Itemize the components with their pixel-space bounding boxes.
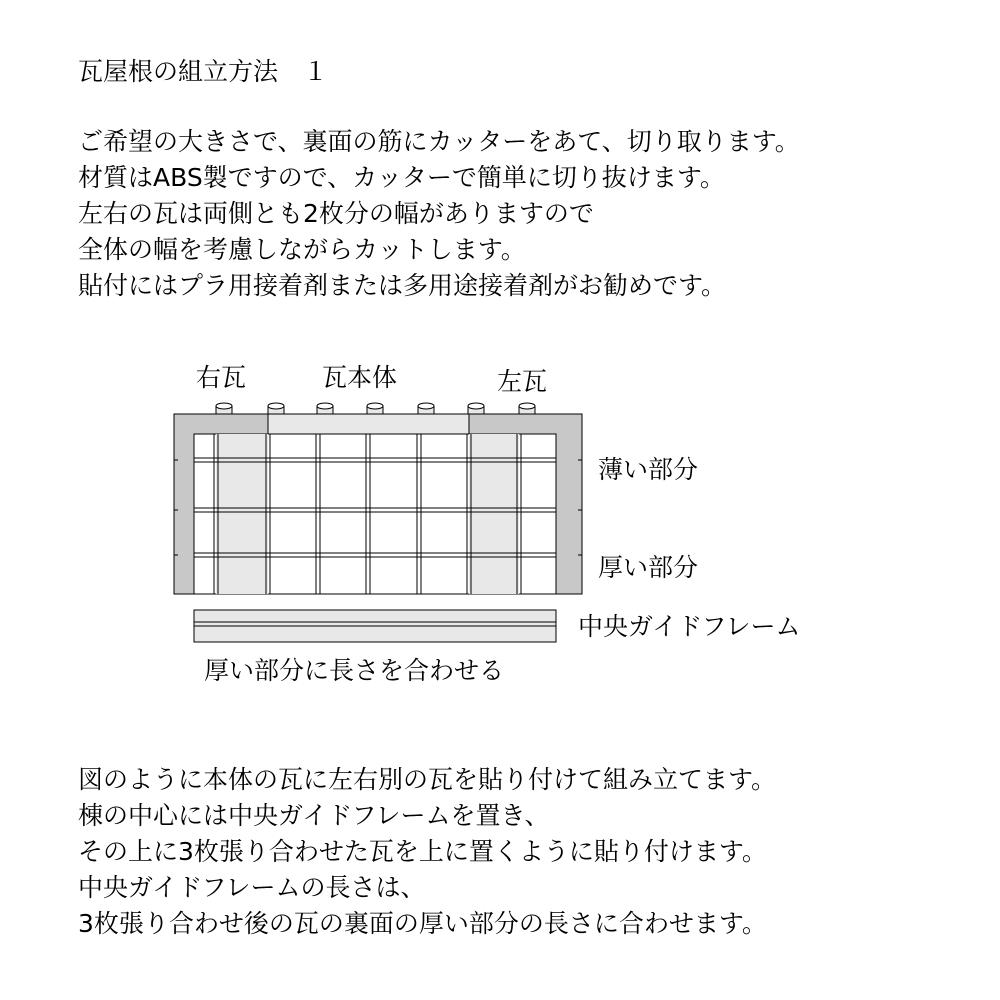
outro-line: 3枚張り合わせ後の瓦の裏面の厚い部分の長さに合わせます。 [78, 909, 767, 938]
tile-peg-top [268, 403, 284, 409]
outro-line: 中央ガイドフレームの長さは、 [78, 873, 426, 902]
main-tile-top-band [268, 414, 469, 434]
label-thin-part: 薄い部分 [598, 455, 699, 484]
label-guide-frame: 中央ガイドフレーム [578, 612, 801, 641]
label-left-tile: 左瓦 [497, 367, 548, 396]
outro-line: その上に3枚張り合わせた瓦を上に置くように貼り付けます。 [78, 837, 767, 866]
page-title: 瓦屋根の組立方法 １ [78, 57, 329, 86]
intro-line: 材質はABS製ですので、カッターで簡単に切り抜けます。 [78, 163, 725, 192]
outro-paragraph [78, 762, 776, 942]
label-right-tile: 右瓦 [196, 363, 247, 392]
label-thick-part: 厚い部分 [598, 553, 699, 582]
intro-line: 全体の幅を考慮しながらカットします。 [78, 235, 526, 264]
tile-peg-top [216, 403, 232, 409]
tile-peg-top [367, 403, 383, 409]
tile-peg-top [519, 403, 535, 409]
tile-peg-top [317, 403, 333, 409]
tile-pegs [216, 403, 535, 414]
tile-peg-top [468, 403, 484, 409]
intro-line: 左右の瓦は両側とも2枚分の幅がありますので [78, 199, 594, 228]
tile-peg-top [418, 403, 434, 409]
intro-line: 貼付にはプラ用接着剤または多用途接着剤がお勧めです。 [78, 271, 727, 300]
label-main-tile: 瓦本体 [322, 363, 398, 392]
outro-line: 図のように本体の瓦に左右別の瓦を貼り付けて組み立てます。 [78, 765, 777, 794]
label-match-length: 厚い部分に長さを合わせる [204, 656, 505, 685]
intro-line: ご希望の大きさで、裏面の筋にカッターをあて、切り取ります。 [78, 127, 800, 156]
outro-line: 棟の中心には中央ガイドフレームを置き、 [78, 801, 550, 830]
